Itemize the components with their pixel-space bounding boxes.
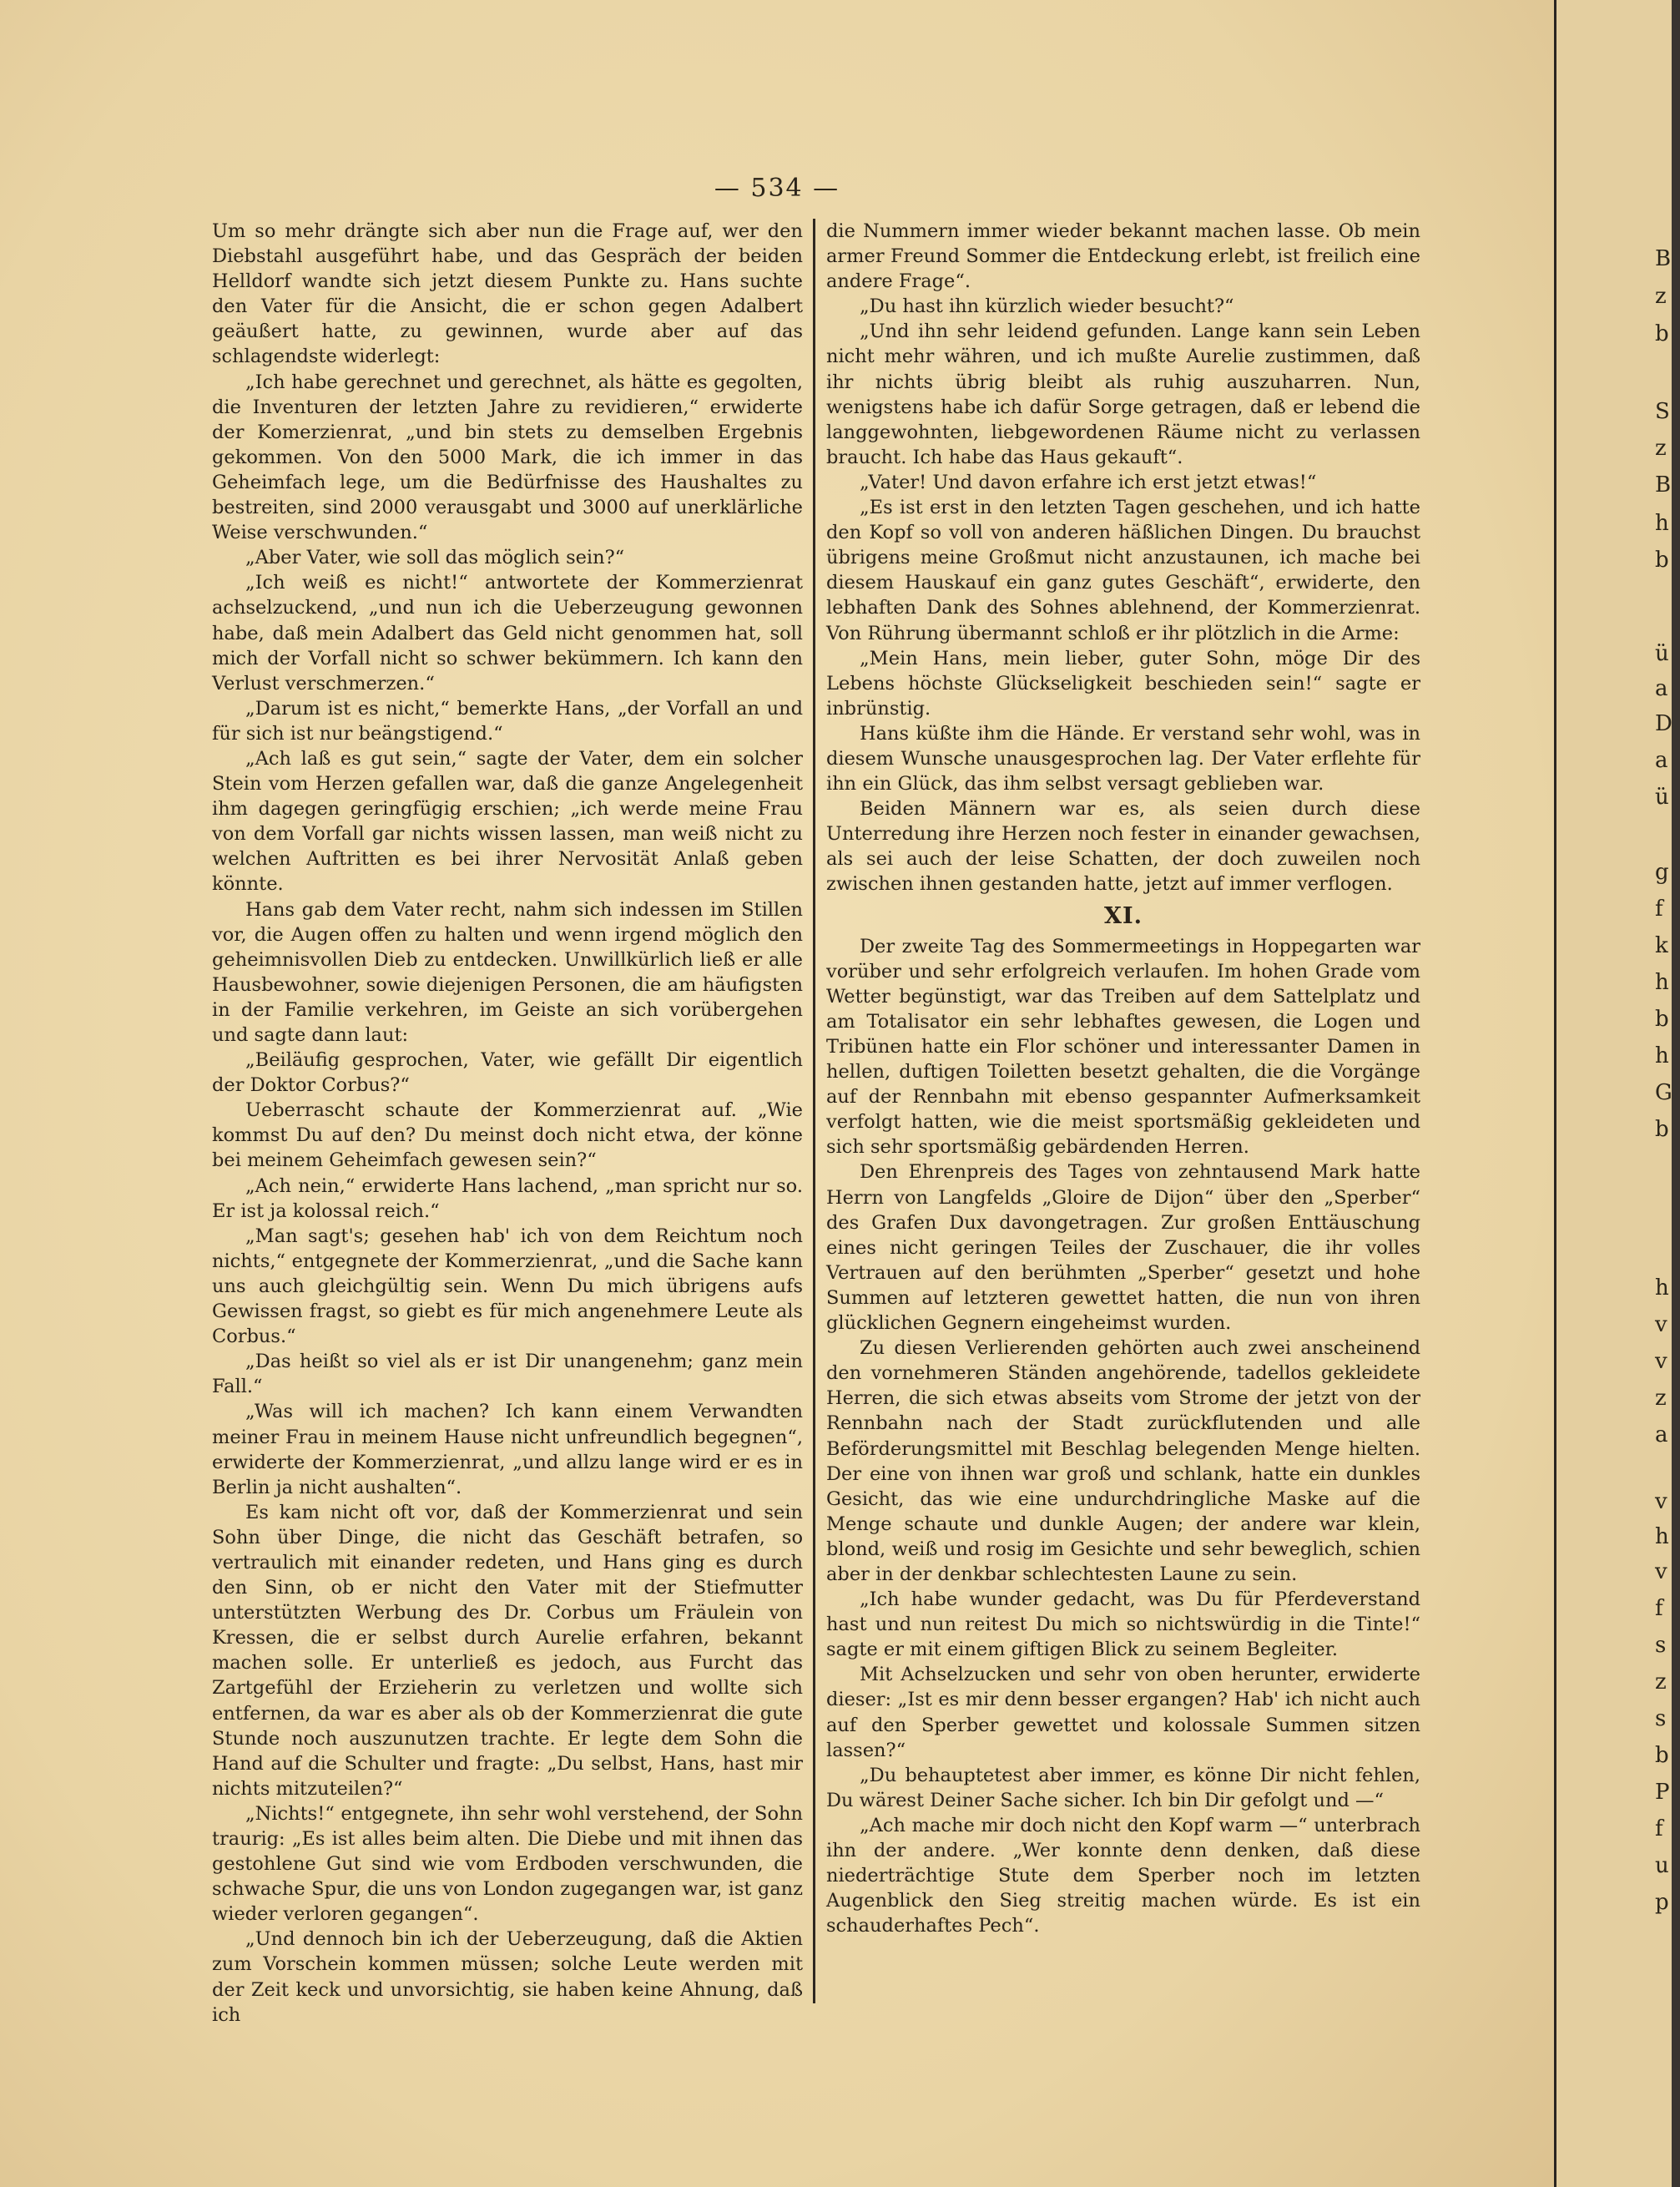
- paragraph: Den Ehrenpreis des Tages von zehntausend Mark hatte Herrn von Langfelds „Gloire de Dijon“ über den „Sperber“ des Grafen Dux davongetragen. Zur großen Enttäuschung eines nicht geringen Teiles der Zuschauer, die ihr volles Vertrauen auf den berühmten „Sperber“ gesetzt und hohe Summen auf letzteren gewettet hatten, die nun von ihren glücklichen Gegnern eingeheimst wurden.: [826, 1161, 1420, 1335]
- adjacent-page-letter: h: [1655, 1275, 1669, 1301]
- adjacent-page-letter: z: [1655, 436, 1667, 461]
- left-column: [212, 219, 803, 2028]
- paragraph: Es kam nicht oft vor, daß der Kommerzienrat und sein Sohn über Dinge, die nicht das Geschäft betrafen, so vertraulich mit einander redeten, und Hans ging es durch den Sinn, ob er nicht den Vater mit der Stiefmutter unterstützten Werbung des Dr. Corbus um Fräulein von Kressen, die er selbst durch Aurelie erfahren, bekannt machen solle. Er unterließ es jedoch, aus Furcht das Zartgefühl der Erzieherin zu verletzen und wollte sich entfernen, da war es aber als ob der Kommerzienrat die gute Stunde noch auszunutzen trachte. Er legte dem Sohn die Hand auf die Schulter und fragte: „Du selbst, Hans, hast mir nichts mitzuteilen?“: [212, 1501, 803, 1800]
- adjacent-page-letter: k: [1655, 933, 1668, 958]
- paragraph: „Ich habe gerechnet und gerechnet, als hätte es gegolten, die Inventuren der letzten Jahre zu revidieren,“ erwiderte der Komerzienrat, „und bin stets zu demselben Ergebnis gekommen. Von den 5000 Mark, die ich immer in das Geheimfach lege, um die Bedürfnisse des Haushaltes zu bestreiten, sind 2000 verausgabt und 3000 auf unerklärliche Weise verschwunden.“: [212, 371, 803, 544]
- paragraph: die Nummern immer wieder bekannt machen lasse. Ob mein armer Freund Sommer die Entdeckung erlebt, ist freilich eine andere Frage“.: [826, 220, 1420, 293]
- adjacent-page-letter: B: [1655, 472, 1672, 498]
- adjacent-page-letter: u: [1655, 1853, 1669, 1878]
- adjacent-page-letter: v: [1655, 1559, 1667, 1584]
- paragraph: „Und ihn sehr leidend gefunden. Lange kann sein Leben nicht mehr währen, und ich mußte Aurelie zustimmen, daß ihr nichts übrig bleibt als ruhig auszuharren. Nun, wenigstens habe ich dafür Sorge getragen, daß er lebend die langgewohnten, liebgewordenen Räume nicht zu verlassen braucht. Ich habe das Haus gekauft“.: [826, 321, 1420, 468]
- adjacent-page-letter: z: [1655, 1669, 1667, 1695]
- adjacent-page-letter: v: [1655, 1489, 1667, 1514]
- adjacent-page-letter: a: [1655, 676, 1668, 701]
- adjacent-page-letter: v: [1655, 1349, 1667, 1374]
- adjacent-page-letter: a: [1655, 1422, 1668, 1447]
- paragraph: „Ach laß es gut sein,“ sagte der Vater, dem ein solcher Stein vom Herzen gefallen war, daß die ganze Angelegenheit ihm dagegen geringfügig erschien; „ich werde meine Frau von dem Vorfall gar nichts wissen lassen, man weiß nicht zu welchen Auftritten es bei ihrer Nervosität Anlaß geben könnte.: [212, 747, 803, 896]
- adjacent-page-letter: b: [1655, 548, 1669, 573]
- adjacent-page-letter: P: [1655, 1780, 1670, 1805]
- adjacent-page-letter: f: [1655, 897, 1663, 922]
- adjacent-page-letter: D: [1655, 711, 1672, 736]
- adjacent-page-edge: [1554, 0, 1672, 2187]
- paragraph: Der zweite Tag des Sommermeetings in Hoppegarten war vorüber und sehr erfolgreich verlaufen. Im hohen Grade vom Wetter begünstigt, war das Treiben auf dem Sattelplatz und am Totalisator ein sehr lebhaftes gewesen, die Logen und Tribünen hatte ein Flor schöner und interessanter Damen in hellen, duftigen Toiletten besetzt gehalten, die die Vorgänge auf der Rennbahn mit ebenso gespannter Aufmerksamkeit verfolgt hatten, wie die meist sportsmäßig gekleideten und sich sehr sportsmäßig gebärdenden Herren.: [826, 935, 1420, 1159]
- right-column: [826, 219, 1420, 1938]
- paragraph: Hans küßte ihm die Hände. Er verstand sehr wohl, was in diesem Wunsche unausgesprochen lag. Der Vater erflehte für ihn ein Glück, das ihm selbst versagt geblieben war.: [826, 722, 1420, 796]
- paragraph: Mit Achselzucken und sehr von oben herunter, erwiderte dieser: „Ist es mir denn besser ergangen? Hab' ich nicht auch auf den Sperber gewettet und kolossale Summen sitzen lassen?“: [826, 1664, 1420, 1761]
- chapter-heading: XI.: [1104, 902, 1143, 929]
- adjacent-page-letter: h: [1655, 1524, 1669, 1549]
- paragraph: „Was will ich machen? Ich kann einem Verwandten meiner Frau in meinem Hause nicht unfreundlich begegnen“, erwiderte der Kommerzienrat, „und allzu lange wird er es in Berlin ja nicht aushalten“.: [212, 1401, 803, 1498]
- adjacent-page-letter: h: [1655, 511, 1669, 536]
- adjacent-page-letter: ü: [1655, 785, 1669, 810]
- paragraph: „Darum ist es nicht,“ bemerkte Hans, „der Vorfall an und für sich ist nur beängstigend.“: [212, 697, 803, 745]
- adjacent-page-letter: h: [1655, 1043, 1669, 1068]
- adjacent-page-letter: f: [1655, 1816, 1663, 1841]
- adjacent-page-letter: z: [1655, 1386, 1667, 1411]
- adjacent-page-letter: p: [1655, 1890, 1669, 1915]
- adjacent-page-letter: f: [1655, 1596, 1663, 1621]
- paragraph: Hans gab dem Vater recht, nahm sich indessen im Stillen vor, die Augen offen zu halten und wenn irgend möglich den geheimnisvollen Dieb zu entdecken. Unwillkürlich ließ er alle Hausbewohner, sowie diejenigen Personen, die am häufigsten in der Familie verkehren, im Geiste an sich vorübergehen und sagte dann laut:: [212, 898, 803, 1046]
- paragraph: „Nichts!“ entgegnete, ihn sehr wohl verstehend, der Sohn traurig: „Es ist alles beim alten. Die Diebe und mit ihnen das gestohlene Gut sind wie vom Erdboden verschwunden, die schwache Spur, die uns von London zugegangen war, ist ganz wieder verloren gegangen“.: [212, 1802, 803, 1926]
- adjacent-page-letter: g: [1655, 860, 1669, 885]
- adjacent-page-letter: s: [1655, 1706, 1667, 1731]
- page-number: — 534 —: [714, 174, 840, 203]
- column-divider: [813, 219, 815, 2003]
- adjacent-page-letter: S: [1655, 399, 1670, 424]
- paragraph: Beiden Männern war es, als seien durch diese Unterredung ihre Herzen noch fester in einander gewachsen, als sei auch der leise Schatten, der doch zuweilen noch zwischen ihnen gestanden hatte, jetzt auf immer verflogen.: [826, 798, 1420, 896]
- paragraph: „Ach mache mir doch nicht den Kopf warm —“ unterbrach ihn der andere. „Wer konnte denn denken, daß diese niederträchtige Stute dem Sperber noch im letzten Augenblick den Sieg streitig machen würde. Es ist ein schauderhaftes Pech“.: [826, 1814, 1420, 1937]
- paragraph: „Es ist erst in den letzten Tagen geschehen, und ich hatte den Kopf so voll von anderen häßlichen Dingen. Du brauchst übrigens meine Großmut nicht anzustaunen, ich mache bei diesem Hauskauf ein ganz gutes Geschäft“, erwiderte, den lebhaften Dank des Sohnes ablehnend, der Kommerzienrat. Von Rührung übermannt schloß er ihr plötzlich in die Arme:: [826, 497, 1420, 644]
- paragraph: „Man sagt's; gesehen hab' ich von dem Reichtum noch nichts,“ entgegnete der Kommerzienrat, „und die Sache kann uns auch gleichgültig sein. Wenn Du mich übrigens aufs Gewissen fragst, so giebt es für mich angenehmere Leute als Corbus.“: [212, 1225, 803, 1348]
- paragraph: „Ach nein,“ erwiderte Hans lachend, „man spricht nur so. Er ist ja kolossal reich.“: [212, 1174, 803, 1222]
- adjacent-page-letter: b: [1655, 321, 1669, 346]
- paragraph: „Vater! Und davon erfahre ich erst jetzt etwas!“: [860, 471, 1317, 493]
- adjacent-page-letter: B: [1655, 246, 1672, 271]
- paragraph: „Du behauptetest aber immer, es könne Dir nicht fehlen, Du wärest Deiner Sache sicher. Ich bin Dir gefolgt und —“: [826, 1764, 1420, 1811]
- adjacent-page-letter: s: [1655, 1633, 1667, 1658]
- paragraph: „Beiläufig gesprochen, Vater, wie gefällt Dir eigentlich der Doktor Corbus?“: [212, 1049, 803, 1097]
- paragraph: Zu diesen Verlierenden gehörten auch zwei anscheinend den vornehmeren Ständen angehörende, tadellos gekleidete Herren, die sich etwas abseits vom Strome der jetzt von der Rennbahn nach der Stadt zurückflutenden und alle Beförderungsmittel mit Beschlag belegenden Menge hielten. Der eine von ihnen war groß und schlank, hatte ein dunkles Gesicht, das wie eine undurchdringliche Maske auf die Menge schaute und dunkle Augen; der andere war klein, blond, weiß und rosig im Gesichte und sehr beweglich, schien aber in der denkbar schlechtesten Laune zu sein.: [826, 1337, 1420, 1585]
- paragraph: Ueberrascht schaute der Kommerzienrat auf. „Wie kommst Du auf den? Du meinst doch nicht etwa, der könne bei meinem Geheimfach gewesen sein?“: [212, 1099, 803, 1172]
- paragraph: „Mein Hans, mein lieber, guter Sohn, möge Dir des Lebens höchste Glückseligkeit beschieden sein!“ sagte er inbrünstig.: [826, 647, 1420, 720]
- paragraph: Um so mehr drängte sich aber nun die Frage auf, wer den Diebstahl ausgeführt habe, und das Gespräch der beiden Helldorf wandte sich jetzt diesem Punkte zu. Hans suchte den Vater für die Ansicht, die er schon gegen Adalbert geäußert hatte, zu gewinnen, wurde aber auf das schlagendste widerlegt:: [212, 220, 803, 368]
- adjacent-page-letter: ü: [1655, 641, 1669, 666]
- adjacent-page-letter: G: [1655, 1080, 1672, 1105]
- paragraph: „Du hast ihn kürzlich wieder besucht?“: [860, 295, 1234, 318]
- adjacent-page-letter: b: [1655, 1117, 1669, 1142]
- adjacent-page-letter: b: [1655, 1007, 1669, 1032]
- paragraph: „Ich habe wunder gedacht, was Du für Pferdeverstand hast und nun reitest Du mich so nichtswürdig in die Tinte!“ sagte er mit einem giftigen Blick zu seinem Begleiter.: [826, 1588, 1420, 1661]
- adjacent-page-letter: z: [1655, 284, 1667, 309]
- paragraph: „Aber Vater, wie soll das möglich sein?“: [245, 547, 625, 569]
- adjacent-page-letter: h: [1655, 970, 1669, 995]
- adjacent-page-letter: b: [1655, 1743, 1669, 1768]
- adjacent-page-letter: a: [1655, 748, 1668, 773]
- paragraph: „Ich weiß es nicht!“ antwortete der Kommerzienrat achselzuckend, „und nun ich die Ueberzeugung gewonnen habe, daß mein Adalbert das Geld nicht genommen hat, soll mich der Vorfall nicht so schwer bekümmern. Ich kann den Verlust verschmerzen.“: [212, 572, 803, 694]
- adjacent-page-letter: v: [1655, 1312, 1667, 1337]
- paragraph: „Das heißt so viel als er ist Dir unangenehm; ganz mein Fall.“: [212, 1351, 803, 1398]
- paragraph: „Und dennoch bin ich der Ueberzeugung, daß die Aktien zum Vorschein kommen müssen; solche Leute werden mit der Zeit keck und unvorsichtig, sie haben keine Ahnung, daß ich: [212, 1928, 803, 2026]
